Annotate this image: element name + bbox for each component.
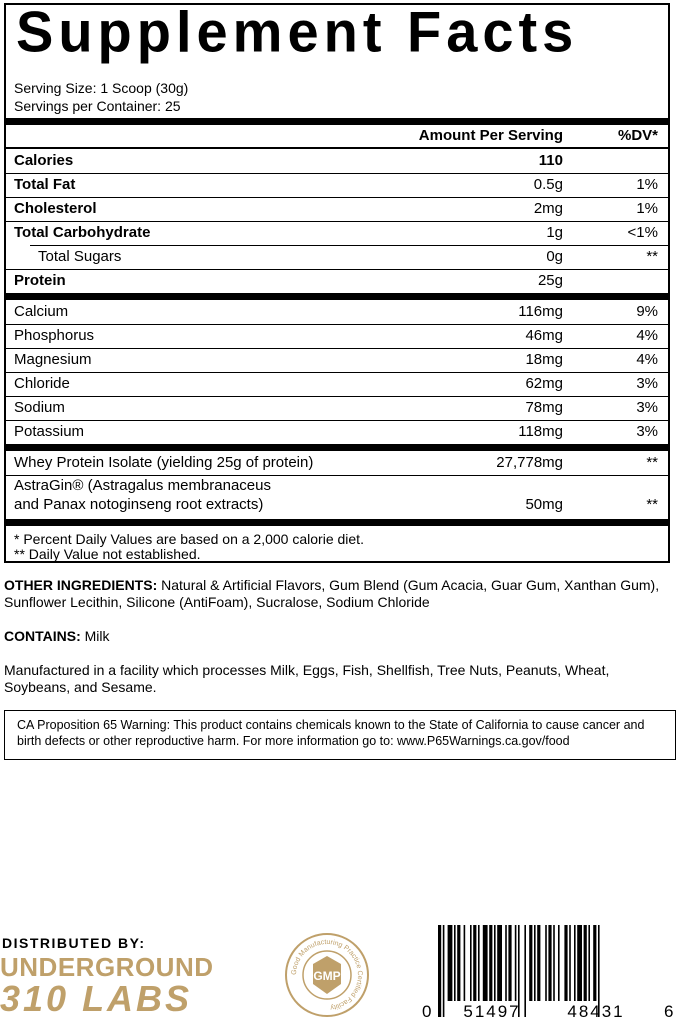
nutrient-amount: 0g — [546, 248, 563, 265]
mineral-dv: 3% — [636, 375, 658, 392]
nutrient-row — [6, 245, 668, 269]
nutrient-amount: 25g — [537, 272, 563, 289]
mineral-dv: 3% — [636, 399, 658, 416]
mineral-name: Calcium — [14, 303, 69, 320]
nutrient-row — [6, 149, 668, 173]
nutrient-dv: <1% — [627, 224, 658, 241]
mineral-dv: 9% — [636, 303, 658, 320]
nutrient-row — [6, 269, 668, 293]
barcode-digit: 0 — [422, 1002, 432, 1020]
contains-label: CONTAINS: — [4, 628, 81, 644]
gmp-seal-icon — [284, 932, 370, 1018]
contains — [4, 628, 676, 645]
servings-per-container: Servings per Container: 25 — [14, 98, 181, 114]
brand-logo-line1: UNDERGROUND — [0, 952, 214, 982]
mineral-dv: 4% — [636, 351, 658, 368]
mineral-dv: 4% — [636, 327, 658, 344]
mineral-amount: 62mg — [525, 375, 563, 392]
supplement-facts-panel — [4, 0, 670, 563]
mineral-row — [6, 300, 668, 324]
mineral-amount: 18mg — [525, 351, 563, 368]
mineral-amount: 46mg — [525, 327, 563, 344]
thick-divider — [6, 519, 668, 526]
nutrient-name: Total Carbohydrate — [14, 224, 151, 241]
ingredient-name-line: and Panax notoginseng root extracts) — [14, 496, 264, 513]
nutrient-name: Total Fat — [14, 176, 76, 193]
mineral-dv: 3% — [636, 423, 658, 440]
facility-statement: Manufactured in a facility which processes Milk, Eggs, Fish, Shellfish, Tree Nuts, Peanuts, Wheat, Soybeans, and Sesame. — [4, 662, 610, 695]
ingredient-name-line: AstraGin® (Astragalus membranaceus — [14, 477, 271, 494]
mineral-name: Chloride — [14, 375, 70, 392]
nutrient-dv: 1% — [636, 176, 658, 193]
nutrient-amount: 110 — [538, 152, 563, 169]
brand-logo-line2: 310 LABS — [0, 978, 193, 1019]
nutrient-name: Calories — [14, 152, 74, 169]
nutrient-amount: 0.5g — [533, 176, 563, 193]
gmp-center-text: GMP — [313, 969, 341, 983]
gmp-ring-text: Good Manufacturing Practice Certified Facility — [290, 938, 364, 1011]
mineral-name: Magnesium — [14, 351, 92, 368]
other-ingredients — [4, 577, 676, 611]
mineral-row — [6, 396, 668, 420]
mineral-row — [6, 372, 668, 396]
other-ingredients-text: Natural & Artificial Flavors, Gum Blend (Gum Acacia, Guar Gum, Xanthan Gum), Sunflower Lecithin, Silicone (AntiFoam), Sucralose, Sodium Chloride — [4, 577, 660, 610]
serving-size: Serving Size: 1 Scoop (30g) — [14, 80, 189, 96]
footnote-not-established: ** Daily Value not established. — [14, 546, 201, 562]
nutrient-dv: ** — [646, 248, 658, 265]
ingredient-dv: ** — [646, 454, 658, 471]
mineral-row — [6, 348, 668, 372]
mineral-name: Phosphorus — [14, 327, 95, 344]
barcode-icon — [420, 925, 676, 1020]
mineral-amount: 116mg — [518, 303, 563, 320]
nutrient-row — [6, 173, 668, 197]
nutrient-name: Protein — [14, 272, 66, 289]
distributed-by-label: DISTRIBUTED BY: — [2, 935, 146, 951]
mineral-name: Sodium — [14, 399, 65, 416]
header-amount: Amount Per Serving — [418, 127, 563, 144]
ingredient-amount: 50mg — [525, 496, 563, 513]
barcode-digits-right: 48431 — [567, 1002, 625, 1020]
thick-divider — [6, 118, 668, 125]
thick-divider — [6, 444, 668, 451]
nutrient-name: Total Sugars — [38, 248, 122, 265]
header-dv: %DV* — [617, 127, 658, 144]
ingredient-amount: 27,778mg — [496, 454, 563, 471]
prop65-warning: CA Proposition 65 Warning: This product contains chemicals known to the State of California to cause cancer and birth defects or other reproductive harm. For more information go to: www.P65Warnings.ca.gov/food — [4, 710, 676, 760]
mineral-name: Potassium — [14, 423, 85, 440]
mineral-amount: 78mg — [525, 399, 563, 416]
ingredient-row — [6, 451, 668, 475]
nutrient-amount: 2mg — [533, 200, 563, 217]
nutrient-row — [6, 221, 668, 245]
nutrient-amount: 1g — [546, 224, 563, 241]
footnote-dv: * Percent Daily Values are based on a 2,000 calorie diet. — [14, 531, 364, 547]
nutrient-row — [6, 197, 668, 221]
mineral-row — [6, 420, 668, 444]
ingredient-dv: ** — [646, 496, 658, 513]
barcode-digits-left: 51497 — [463, 1002, 521, 1020]
other-ingredients-label: OTHER INGREDIENTS: — [4, 577, 158, 593]
panel-title: Supplement Facts — [16, 0, 579, 64]
nutrient-name: Cholesterol — [14, 200, 97, 217]
ingredient-name — [14, 476, 271, 514]
contains-text: Milk — [80, 628, 110, 644]
barcode-digit: 6 — [664, 1002, 674, 1020]
nutrient-dv: 1% — [636, 200, 658, 217]
mineral-amount: 118mg — [518, 423, 563, 440]
thick-divider — [6, 293, 668, 300]
mineral-row — [6, 324, 668, 348]
ingredient-name: Whey Protein Isolate (yielding 25g of protein) — [14, 454, 314, 471]
